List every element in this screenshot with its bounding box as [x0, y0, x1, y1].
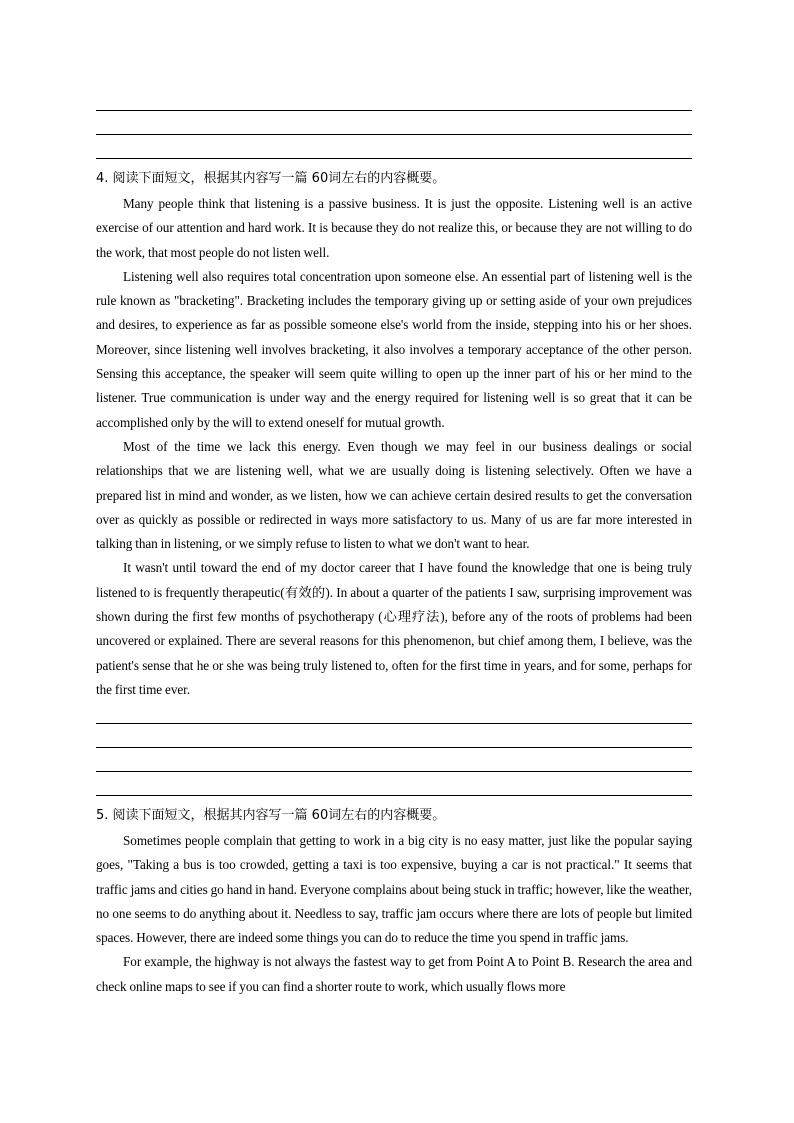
question-4-title: 4. 阅读下面短文，根据其内容写一篇 60词左右的内容概要。 [96, 171, 446, 186]
question-5 [96, 808, 692, 824]
question-4 [96, 171, 692, 187]
passage-paragraph: Sometimes people complain that getting to work in a big city is no easy matter, just like the popular saying goes, "Taking a bus is too crowded, getting a taxi is too expensive, buying a car is not practical." It seems that traffic jams and cities go hand in hand. Everyone complains about being stuck in traffic; however, like the weather, no one seems to do anything about it. Needless to say, traffic jam occurs where there are lots of people but limited spaces. However, there are indeed some things you can do to reduce the time you spend in traffic jams. [96, 833, 692, 946]
answer-line [96, 747, 692, 748]
question-5-title: 5. 阅读下面短文，根据其内容写一篇 60词左右的内容概要。 [96, 808, 446, 823]
answer-line [96, 110, 692, 111]
answer-line [96, 771, 692, 772]
passage-paragraph: It wasn't until toward the end of my doctor career that I have found the knowledge that one is being truly listened to is frequently therapeutic(有效的). In about a quarter of the patients I saw, surprising improvement was shown during the first few months of psychotherapy (心理疗法), before any of the roots of problems had been uncovered or explained. There are several reasons for this phenomenon, but chief among them, I believe, was the patient's sense that he or she was being truly listened to, often for the first time in years, and for some, perhaps for the first time ever. [96, 560, 692, 697]
answer-line [96, 158, 692, 159]
question-4-passage [96, 192, 692, 702]
question-5-passage [96, 829, 692, 999]
passage-paragraph: Most of the time we lack this energy. Even though we may feel in our business dealings or social relationships that we are listening well, what we are usually doing is listening selectively. Often we have a prepared list in mind and wonder, as we listen, how we can achieve certain desired results to get the conversation over as quickly as possible or redirected in ways more satisfactory to us. Many of us are far more interested in talking than in listening, or we simply refuse to listen to what we don't want to hear. [96, 438, 692, 552]
passage-paragraph: For example, the highway is not always the fastest way to get from Point A to Point B. Research the area and check online maps to see if you can find a shorter route to work, which usually flows more [96, 954, 692, 994]
passage-paragraph: Listening well also requires total concentration upon someone else. An essential part of listening well is the rule known as "bracketing". Bracketing includes the temporary giving up or setting aside of your own prejudices and desires, to experience as far as possible someone else's world from the inside, stepping into his or her shoes. Moreover, since listening well involves bracketing, it also involves a temporary acceptance of the other person. Sensing this acceptance, the speaker will seem quite willing to open up the inner part of his or her mind to the listener. True communication is under way and the energy required for listening well is so great that it can be accomplished only by the will to extend oneself for mutual growth. [96, 268, 692, 430]
answer-line [96, 134, 692, 135]
answer-line [96, 795, 692, 796]
passage-paragraph: Many people think that listening is a passive business. It is just the opposite. Listening well is an active exercise of our attention and hard work. It is because they do not realize this, or because they are not willing to do the work, that most people do not listen well. [96, 196, 692, 260]
answer-line [96, 723, 692, 724]
